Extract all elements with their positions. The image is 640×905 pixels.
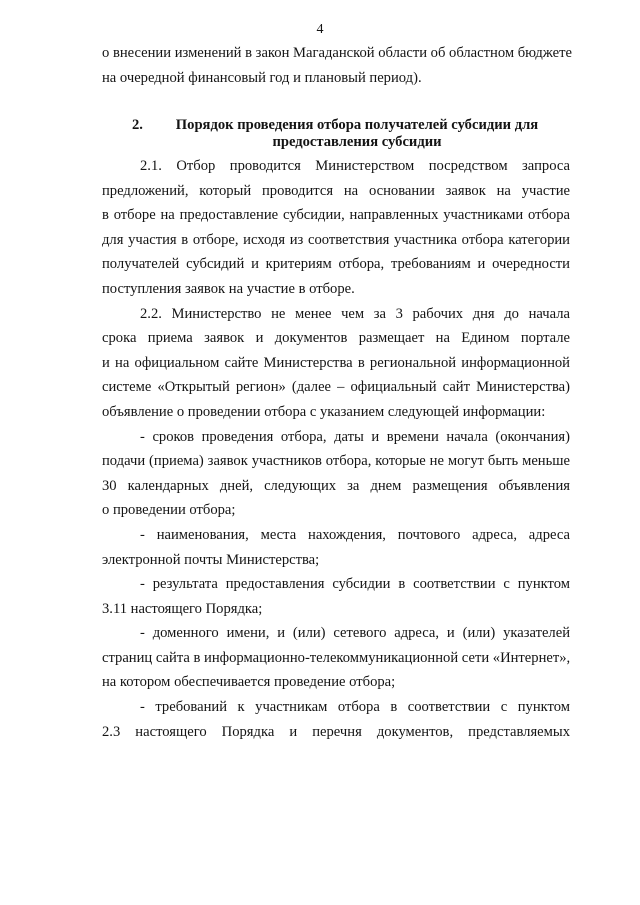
text-line: предложений, который проводится на основании заявок на участие: [102, 182, 570, 199]
text-line: электронной почты Министерства;: [102, 551, 320, 568]
list-item-ministry-address: [102, 523, 570, 572]
text-line: 3.11 настоящего Порядка;: [102, 600, 263, 617]
list-item-domain: [102, 621, 570, 695]
section-heading: [102, 117, 570, 151]
text-line: страниц сайта в информационно-телекоммуникационной сети «Интернет»,: [102, 649, 571, 666]
text-line: на котором обеспечивается проведение отбора;: [102, 674, 396, 691]
text-line: срока приема заявок и документов размещает на Едином портале: [102, 330, 570, 347]
text-line: системе «Открытый регион» (далее – официальный сайт Министерства): [102, 379, 570, 396]
intro-text: [102, 41, 570, 90]
text-line: - наименования, места нахождения, почтового адреса, адреса: [140, 526, 570, 543]
text-line: получателей субсидий и критериям отбора, требованиям и очередности: [102, 256, 570, 273]
text-line: - требований к участникам отбора в соответствии с пунктом: [140, 699, 570, 716]
text-line: - результата предоставления субсидии в соответствии с пунктом: [140, 576, 570, 593]
text-line: на очередной финансовый год и плановый период).: [102, 69, 422, 86]
list-item-result: [102, 572, 570, 621]
paragraph-2-2: [102, 302, 570, 425]
text-line: - доменного имени, и (или) сетевого адреса, и (или) указателей: [140, 625, 570, 642]
text-line: объявление о проведении отбора с указанием следующей информации:: [102, 403, 546, 420]
text-line: для участия в отборе, исходя из соответствия участника отбора категории: [102, 231, 570, 248]
text-line: 2.3 настоящего Порядка и перечня документов, представляемых: [102, 723, 570, 740]
text-line: - сроков проведения отбора, даты и времени начала (окончания): [140, 428, 570, 445]
text-line: подачи (приема) заявок участников отбора, которые не могут быть меньше: [102, 453, 570, 470]
list-item-requirements: [102, 695, 570, 744]
page-number: 4: [316, 22, 324, 37]
list-item-deadlines: [102, 425, 570, 523]
text-line: 2.1. Отбор проводится Министерством посредством запроса: [140, 158, 570, 174]
text-line: 2.2. Министерство не менее чем за 3 рабочих дня до начала: [140, 305, 570, 322]
section-body: [102, 154, 570, 744]
text-line: о внесении изменений в закон Магаданской области об областном бюджете: [102, 45, 572, 61]
section-number: 2.: [132, 117, 143, 133]
intro-paragraph: [102, 41, 570, 90]
section-title-line-1: Порядок проведения отбора получателей субсидии для: [175, 117, 539, 133]
section-title-line-2: предоставления субсидии: [272, 134, 442, 150]
text-line: 30 календарных дней, следующих за днем размещения объявления: [102, 477, 570, 494]
paragraph-2-1: [102, 154, 570, 302]
text-line: в отборе на предоставление субсидии, направленных участниками отбора: [102, 207, 570, 224]
text-line: поступления заявок на участие в отборе.: [102, 280, 355, 297]
text-line: и на официальном сайте Министерства в региональной информационной: [102, 354, 570, 371]
text-line: о проведении отбора;: [102, 502, 236, 519]
